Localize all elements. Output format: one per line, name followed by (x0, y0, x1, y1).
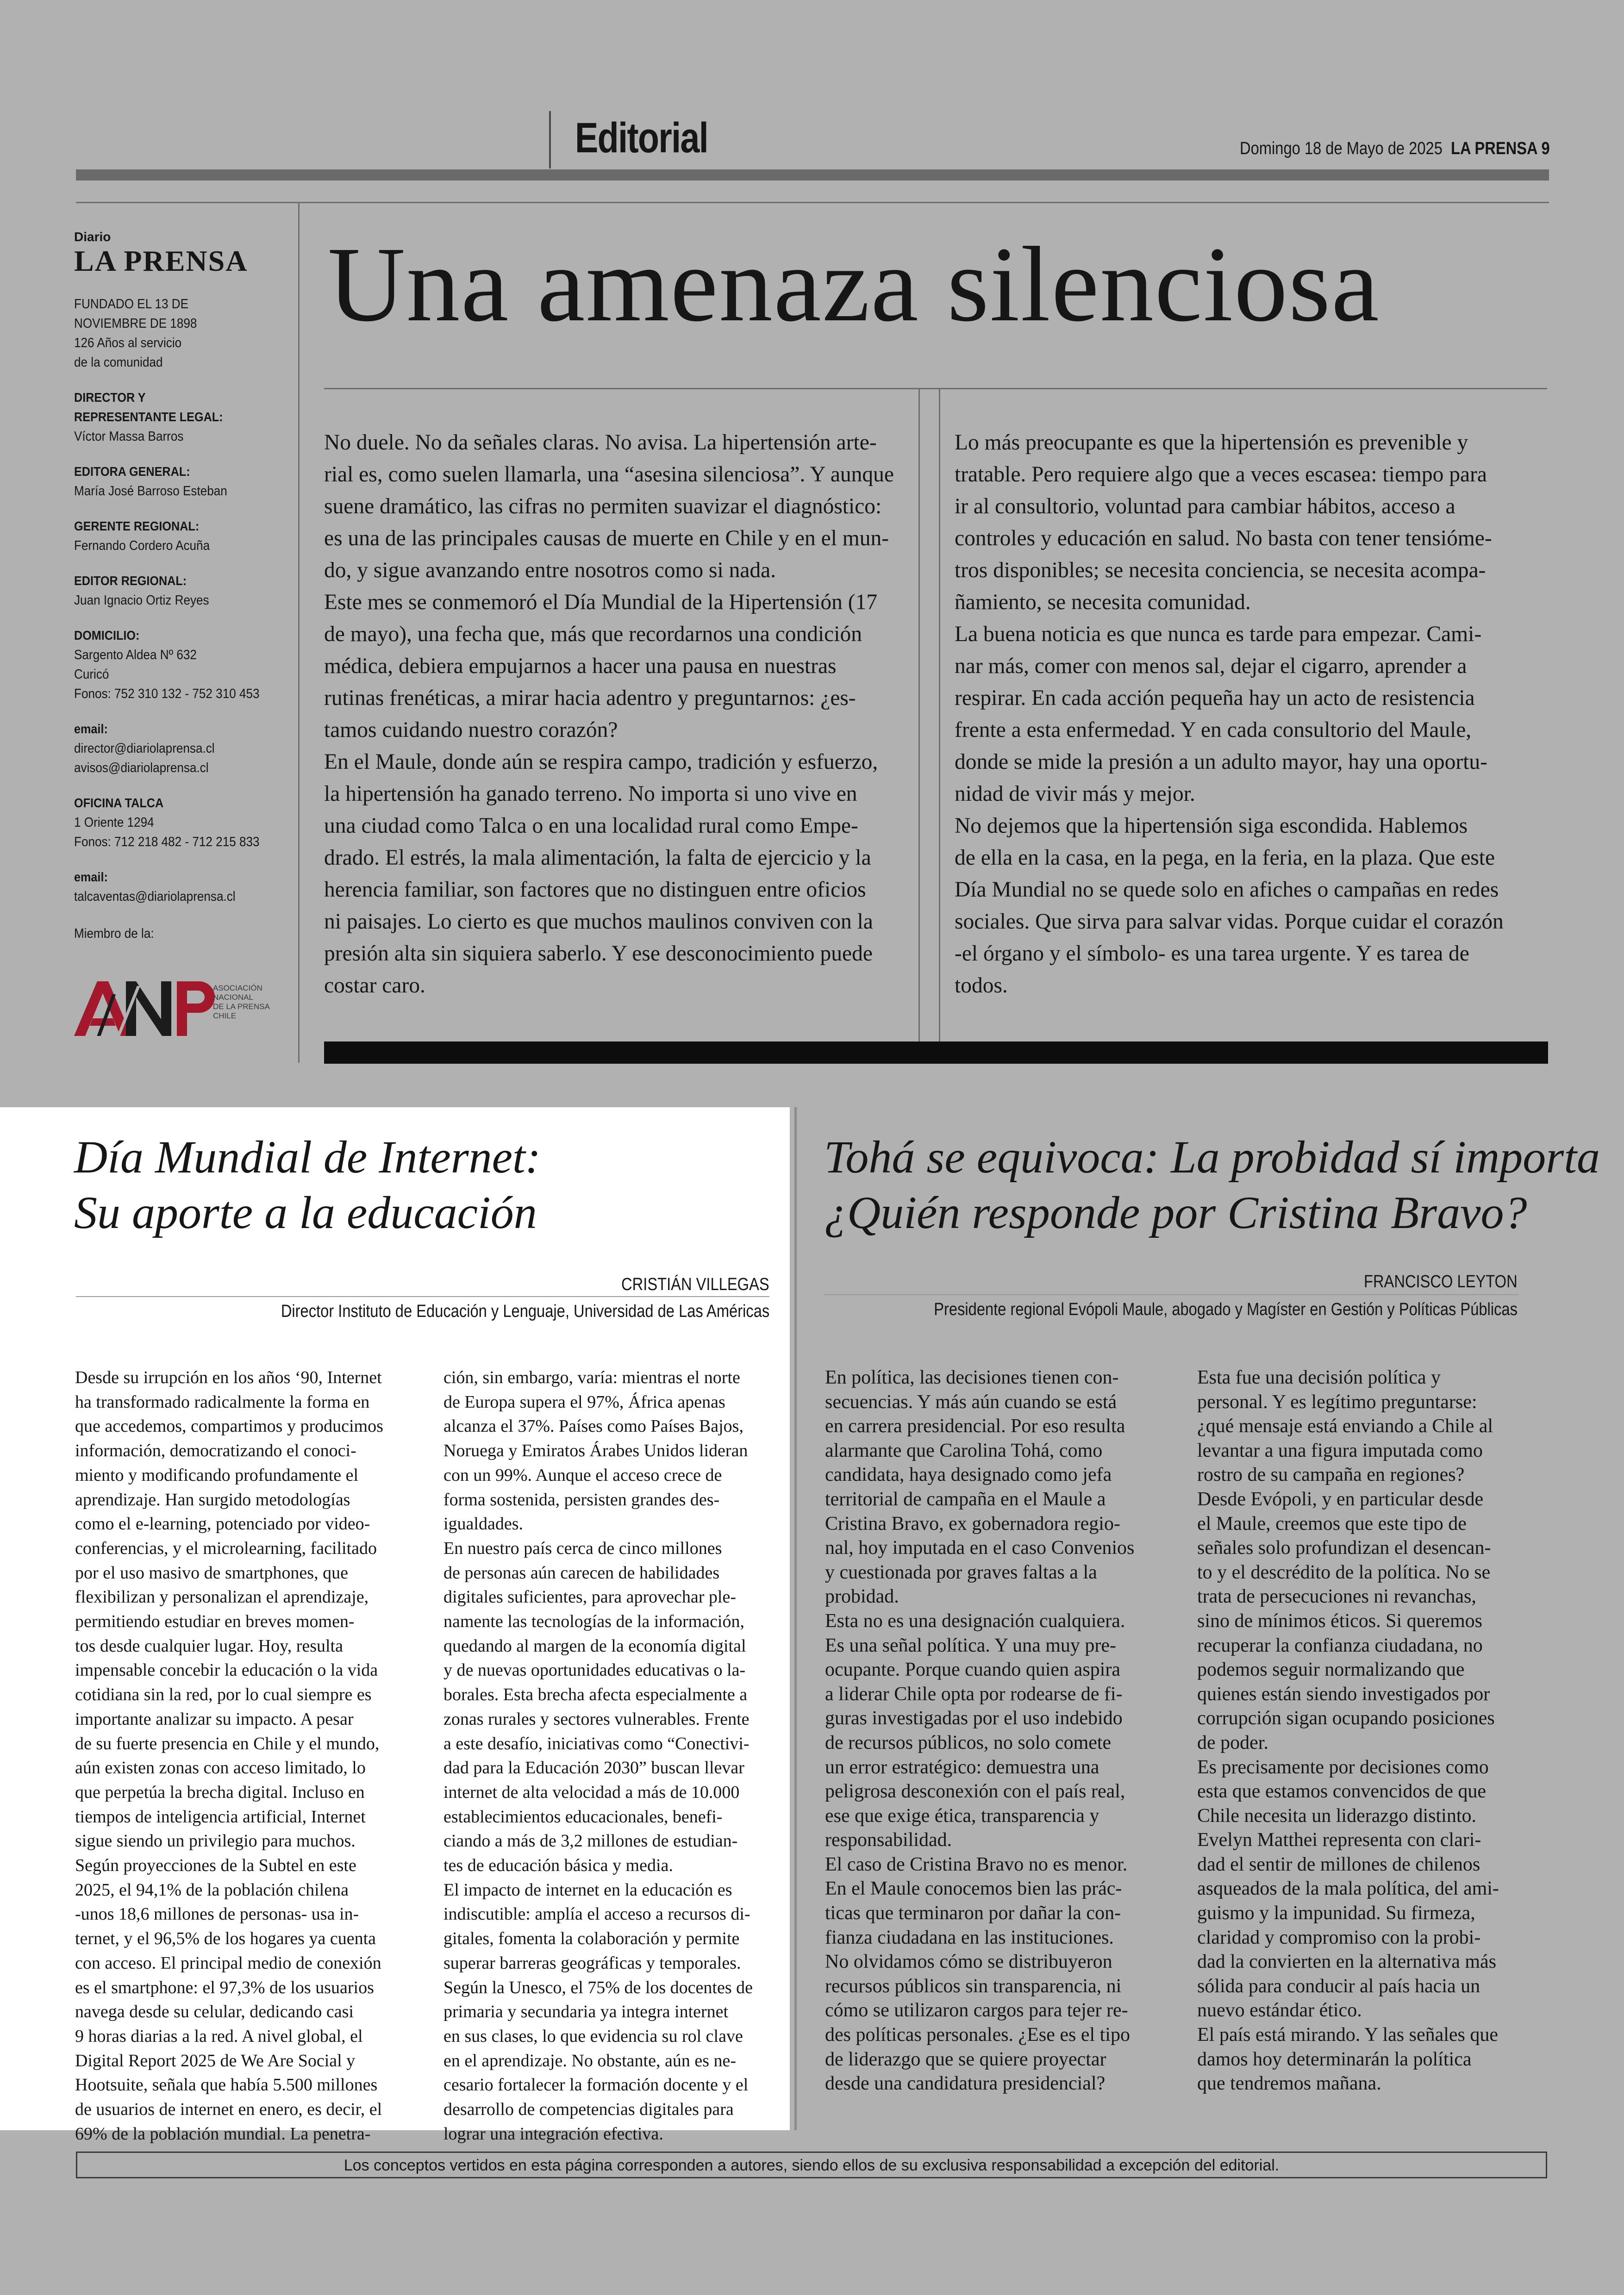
article-1-column-1 (75, 1366, 383, 2146)
text-line: Desde Evópoli, y en particular desde (1197, 1488, 1484, 1510)
text-line: herencia familiar, son factores que no distinguen entre oficios (324, 878, 866, 902)
text-line: sigue siendo un privilegio para muchos. (75, 1831, 356, 1851)
text-line: Cristina Bravo, ex gobernadora regio- (825, 1513, 1120, 1534)
text-line: esta que estamos convencidos de que (1197, 1781, 1486, 1802)
masthead-entry-value: Sargento Aldea Nº 632 Curicó Fonos: 752 310 132 - 752 310 453 (74, 648, 260, 701)
editorial-column-2 (955, 427, 1504, 1002)
text-line: aprendizaje. Han surgido metodologías (75, 1490, 350, 1509)
text-line: costar caro. (324, 973, 425, 998)
masthead-entry-label: DIRECTOR Y REPRESENTANTE LEGAL: (74, 390, 223, 424)
masthead-founded (74, 294, 287, 372)
text-line: tes de educación básica y media. (443, 1856, 673, 1876)
text-line: de su fuerte presencia en Chile y el mundo, (75, 1734, 380, 1753)
text-line: quienes están siendo investigados por (1197, 1683, 1490, 1705)
text-line: recuperar la confianza ciudadana, no (1197, 1634, 1483, 1656)
text-line: El impacto de internet en la educación es (443, 1880, 732, 1900)
text-line: probidad. (825, 1586, 899, 1608)
text-line: En el Maule conocemos bien las prác- (825, 1878, 1122, 1900)
text-line: No dejemos que la hipertensión siga escondida. Hablemos (955, 814, 1468, 838)
text-line: Chile necesita un liderazgo distinto. (1197, 1805, 1477, 1827)
text-line: internet de alta velocidad a más de 10.000 (443, 1782, 740, 1802)
date-line (1240, 139, 1550, 159)
masthead-entry-label: email: (74, 870, 108, 884)
article-2-title-line: Tohá se equivoca: La probidad sí importa (824, 1131, 1600, 1183)
text-line: rostro de su campaña en regiones? (1197, 1464, 1465, 1486)
text-line: cotidiana sin la red, por lo cual siempre es (75, 1685, 372, 1705)
text-line: Es precisamente por decisiones como (1197, 1756, 1489, 1778)
text-line: Según proyecciones de la Subtel en este (75, 1856, 356, 1876)
text-line: fianza ciudadana en las instituciones. (825, 1927, 1114, 1948)
text-line: respirar. En cada acción pequeña hay un acto de resistencia (955, 686, 1475, 710)
masthead-entry-label: EDITORA GENERAL: (74, 464, 190, 479)
article-2-column-1 (825, 1366, 1134, 2096)
text-line: 9 horas diarias a la red. A nivel global, el (75, 2026, 363, 2046)
text-line: médica, debiera empujarnos a hacer una pausa en nuestras (324, 654, 837, 678)
masthead-entry-value: Juan Ignacio Ortiz Reyes (74, 593, 209, 608)
editorial-headline: Una amenaza silenciosa (328, 225, 1380, 344)
text-line: cómo se utilizaron cargos para tejer re- (825, 2000, 1128, 2021)
text-line: nar más, comer con menos sal, dejar el cigarro, aprender a (955, 654, 1467, 678)
text-line: tros disponibles; se necesita conciencia, se necesita acompa- (955, 558, 1486, 582)
article-2-author: FRANCISCO LEYTON (1364, 1272, 1518, 1291)
text-line: igualdades. (443, 1514, 524, 1534)
text-line: ¿qué mensaje está enviando a Chile al (1197, 1416, 1493, 1437)
text-line: ir al consultorio, voluntad para cambiar hábitos, acceso a (955, 494, 1455, 518)
text-line: de Europa supera el 97%, África apenas (443, 1392, 725, 1412)
article-2-author-rule (824, 1294, 1518, 1295)
text-line: levantar a una figura imputada como (1197, 1440, 1483, 1461)
text-line: es una de las principales causas de muerte en Chile y en el mun- (324, 526, 889, 550)
masthead-entry-value: Víctor Massa Barros (74, 429, 184, 444)
masthead-entry-value: talcaventas@diariolaprensa.cl (74, 889, 236, 904)
text-line: que accedemos, compartimos y producimos (75, 1416, 383, 1436)
header-rule-thick (76, 169, 1549, 181)
text-line: desarrollo de competencias digitales para (443, 2100, 734, 2120)
date-text: Domingo 18 de Mayo de 2025 (1240, 139, 1443, 158)
text-line: candidata, haya designado como jefa (825, 1464, 1112, 1486)
text-line: tratable. Pero requiere algo que a veces escasea: tiempo para (955, 462, 1487, 486)
masthead-founded-line: de la comunidad (74, 355, 163, 370)
text-line: de recursos públicos, no solo comete (825, 1732, 1112, 1753)
text-line: ciando a más de 3,2 millones de estudian- (443, 1831, 738, 1851)
article-1-author-role: Director Instituto de Educación y Lenguaje, Universidad de Las Américas (281, 1302, 769, 1321)
masthead (74, 230, 287, 943)
text-line: quedando al margen de la economía digital (443, 1636, 746, 1656)
text-line: dad la convierten en la alternativa más (1197, 1951, 1497, 1973)
text-line: de usuarios de internet en enero, es decir, el (75, 2100, 382, 2120)
text-line: nidad de vivir más y mejor. (955, 782, 1195, 806)
article-2-title-line: ¿Quién responde por Cristina Bravo? (824, 1187, 1527, 1238)
text-line: to y el descrédito de la política. No se (1197, 1561, 1491, 1583)
anp-logo (74, 977, 273, 1041)
text-line: ni paisajes. Lo cierto es que muchos maulinos conviven con la (324, 910, 873, 934)
text-line: de poder. (1197, 1732, 1268, 1753)
text-line: importante analizar su impacto. A pesar (75, 1709, 354, 1729)
text-line: frente a esta enfermedad. Y en cada consultorio del Maule, (955, 718, 1472, 742)
text-line: es el smartphone: el 97,3% de los usuarios (75, 1977, 374, 1997)
text-line: ñamiento, se necesita comunidad. (955, 590, 1251, 614)
text-line: damos hoy determinarán la política (1197, 2048, 1472, 2070)
member-label: Miembro de la: (74, 926, 154, 941)
text-line: señales solo profundizan el desencan- (1197, 1537, 1491, 1559)
header-rule-thin (76, 202, 1549, 203)
text-line: tamos cuidando nuestro corazón? (324, 718, 618, 742)
masthead-entries (74, 388, 287, 906)
text-line: cesario fortalecer la formación docente y el (443, 2075, 749, 2095)
text-line: con acceso. El principal medio de conexión (75, 1953, 381, 1973)
text-line: establecimientos educacionales, benefi- (443, 1807, 723, 1827)
text-line: Esta no es una designación cualquiera. (825, 1610, 1125, 1632)
masthead-entry-value: María José Barroso Esteban (74, 484, 227, 499)
text-line: Desde su irrupción en los años ‘90, Internet (75, 1368, 382, 1387)
section-title: Editorial (575, 114, 708, 162)
text-line: podemos seguir normalizando que (1197, 1659, 1465, 1681)
text-line: la hipertensión ha ganado terreno. No importa si uno vive en (324, 782, 857, 806)
text-line: que tendremos mañana. (1197, 2073, 1381, 2095)
text-line: Día Mundial no se quede solo en afiches o campañas en redes (955, 878, 1499, 902)
text-line: lograr una integración efectiva. (443, 2124, 663, 2144)
text-line: forma sostenida, persisten grandes des- (443, 1490, 720, 1509)
text-line: Es una señal política. Y una muy pre- (825, 1634, 1117, 1656)
text-line: a liderar Chile opta por rodearse de fi- (825, 1683, 1123, 1705)
text-line: flexibilizan y personalizan el aprendizaje, (75, 1587, 369, 1607)
text-line: impensable concebir la educación o la vida (75, 1660, 378, 1680)
masthead-founded-line: FUNDADO EL 13 DE (74, 297, 189, 312)
text-line: primaria y secundaria ya integra internet (443, 2002, 729, 2022)
text-line: que perpetúa la brecha digital. Incluso en (75, 1782, 365, 1802)
articles-divider (794, 1107, 797, 2130)
text-line: navega desde su celular, dedicando casi (75, 2002, 354, 2022)
text-line: namente las tecnologías de la información, (443, 1612, 744, 1632)
text-line: indiscutible: amplía el acceso a recursos di- (443, 1904, 750, 1924)
text-line: claridad y compromiso con la probi- (1197, 1927, 1481, 1948)
text-line: ocupante. Porque cuando quien aspira (825, 1659, 1120, 1681)
text-line: No duele. No da señales claras. No avisa. La hipertensión arte- (324, 430, 877, 455)
text-line: sino de mínimos éticos. Si queremos (1197, 1610, 1482, 1632)
text-line: el Maule, creemos que este tipo de (1197, 1513, 1467, 1534)
text-line: ese que exige ética, transparencia y (825, 1805, 1099, 1827)
text-line: ción, sin embargo, varía: mientras el norte (443, 1368, 740, 1387)
text-line: peligrosa desconexión con el país real, (825, 1781, 1125, 1802)
text-line: de mayo), una fecha que, más que recordarnos una condición (324, 622, 862, 646)
text-line: digitales suficientes, para aprovechar ple- (443, 1587, 736, 1607)
text-line: do, y sigue avanzando entre nosotros como si nada. (324, 558, 776, 582)
text-line: No olvidamos cómo se distribuyeron (825, 1951, 1112, 1973)
masthead-founded-line: 126 Años al servicio (74, 336, 182, 350)
text-line: suene dramático, las cifras no permiten suavizar el diagnóstico: (324, 494, 882, 518)
masthead-entry-value: 1 Oriente 1294 Fonos: 712 218 482 - 712 215 833 (74, 815, 260, 849)
text-line: trata de persecuciones ni revanchas, (1197, 1586, 1476, 1608)
text-line: todos. (955, 973, 1008, 998)
text-line: Evelyn Matthei representa con clari- (1197, 1829, 1481, 1851)
text-line: un error estratégico: demuestra una (825, 1756, 1099, 1778)
masthead-kicker: Diario (74, 230, 111, 244)
text-line: asqueados de la mala política, del ami- (1197, 1878, 1499, 1900)
text-line: guismo y la impunidad. Su firmeza, (1197, 1902, 1475, 1924)
text-line: controles y educación en salud. No basta con tener tensióme- (955, 526, 1492, 550)
text-line: y cuestionada por graves faltas a la (825, 1561, 1097, 1583)
text-line: nal, hoy imputada en el caso Convenios (825, 1537, 1135, 1559)
text-line: En el Maule, donde aún se respira campo, tradición y esfuerzo, (324, 750, 878, 774)
masthead-entry-value: director@diariolaprensa.cl avisos@diariolaprensa.cl (74, 741, 215, 775)
text-line: aún existen zonas con acceso limitado, lo (75, 1758, 366, 1778)
text-line: y de nuevas oportunidades educativas o la- (443, 1660, 746, 1680)
text-line: rutinas frenéticas, a mirar hacia adentro y preguntarnos: ¿es- (324, 686, 856, 710)
text-line: en sus clases, lo que evidencia su rol clave (443, 2026, 743, 2046)
text-line: en carrera presidencial. Por eso resulta (825, 1416, 1125, 1437)
text-line: sólida para conducir al país hacia un (1197, 1975, 1480, 1997)
text-line: recursos públicos sin transparencia, ni (825, 1975, 1122, 1997)
text-line: alcanza el 37%. Países como Países Bajos, (443, 1416, 743, 1436)
text-line: Hootsuite, señala que había 5.500 millones (75, 2075, 378, 2095)
text-line: a este desafío, iniciativas como “Conectivi- (443, 1734, 750, 1753)
footer-disclaimer: Los conceptos vertidos en esta página corresponden a autores, siendo ellos de su exclusiva responsabilidad a excepción del editorial. (344, 2157, 1280, 2174)
text-line: En política, las decisiones tienen con- (825, 1367, 1119, 1388)
text-line: corrupción sigan ocupando posiciones (1197, 1708, 1495, 1729)
text-line: información, democratizando el conoci- (75, 1441, 356, 1461)
article-1-title-line: Su aporte a la educación (74, 1187, 537, 1238)
column-divider (918, 389, 920, 1041)
column-divider (939, 389, 940, 1041)
text-line: El país está mirando. Y las señales que (1197, 2024, 1499, 2046)
text-line: des políticas personales. ¿Ese es el tipo (825, 2024, 1130, 2046)
article-2-column-2 (1197, 1366, 1499, 2096)
text-line: Este mes se conmemoró el Día Mundial de la Hipertensión (17 (324, 590, 878, 614)
text-line: personal. Y es legítimo preguntarse: (1197, 1391, 1477, 1413)
text-line: tos desde cualquier lugar. Hoy, resulta (75, 1636, 343, 1656)
text-line: desde una candidatura presidencial? (825, 2073, 1106, 2095)
text-line: El caso de Cristina Bravo no es menor. (825, 1853, 1128, 1875)
text-line: zonas rurales y sectores vulnerables. Frente (443, 1709, 750, 1729)
text-line: como el e-learning, potenciado por video- (75, 1514, 370, 1534)
text-line: superar barreras geográficas y temporales. (443, 1953, 741, 1973)
text-line: Digital Report 2025 de We Are Social y (75, 2051, 356, 2070)
editorial-rule (324, 388, 1547, 389)
masthead-divider (298, 202, 300, 1063)
text-line: con un 99%. Aunque el acceso crece de (443, 1465, 722, 1485)
text-line: Según la Unesco, el 75% de los docentes de (443, 1977, 753, 1997)
text-line: sociales. Que sirva para salvar vidas. Porque cuidar el corazón (955, 910, 1504, 934)
text-line: La buena noticia es que nunca es tarde para empezar. Cami- (955, 622, 1482, 646)
text-line: ha transformado radicalmente la forma en (75, 1392, 370, 1412)
article-1-author: CRISTIÁN VILLEGAS (621, 1275, 769, 1294)
text-line: secuencias. Y más aún cuando se está (825, 1391, 1117, 1413)
masthead-entry-label: EDITOR REGIONAL: (74, 574, 187, 588)
text-line: una ciudad como Talca o en una localidad rural como Empe- (324, 814, 858, 838)
text-line: conferencias, y el microlearning, facilitado (75, 1538, 377, 1558)
logo-text-line: DE LA PRENSA (213, 1002, 270, 1011)
text-line: 69% de la población mundial. La penetra- (75, 2124, 371, 2144)
text-line: presión alta sin siquiera saberlo. Y ese desconocimiento puede (324, 942, 873, 966)
text-line: rial es, como suelen llamarla, una “asesina silenciosa”. Y aunque (324, 462, 894, 486)
header-divider (549, 111, 551, 168)
masthead-entry-label: GERENTE REGIONAL: (74, 519, 200, 533)
text-line: -el órgano y el símbolo- es una tarea urgente. Y es tarea de (955, 942, 1469, 966)
text-line: ternet, y el 96,5% de los hogares ya cuenta (75, 1929, 376, 1949)
logo-text-line: NACIONAL (213, 993, 253, 1002)
page-number: LA PRENSA 9 (1451, 139, 1550, 158)
article-1-author-rule (76, 1296, 769, 1297)
article-2-author-role: Presidente regional Evópoli Maule, abogado y Magíster en Gestión y Políticas Públicas (934, 1300, 1518, 1319)
text-line: guras investigadas por el uso indebido (825, 1708, 1123, 1729)
text-line: miento y modificando profundamente el (75, 1465, 359, 1485)
logo-text-line: CHILE (213, 1011, 237, 1020)
text-line: permitiendo estudiar en breves momen- (75, 1612, 355, 1632)
text-line: tiempos de inteligencia artificial, Internet (75, 1807, 366, 1827)
text-line: -unos 18,6 millones de personas- usa in- (75, 1904, 359, 1924)
text-line: nuevo estándar ético. (1197, 2000, 1362, 2021)
article-1-title-line: Día Mundial de Internet: (74, 1131, 541, 1183)
text-line: Esta fue una decisión política y (1197, 1367, 1441, 1388)
text-line: Lo más preocupante es que la hipertensión es prevenible y (955, 430, 1468, 455)
text-line: territorial de campaña en el Maule a (825, 1488, 1106, 1510)
text-line: alarmante que Carolina Tohá, como (825, 1440, 1103, 1461)
masthead-entry-value: Fernando Cordero Acuña (74, 538, 210, 553)
masthead-entry-label: OFICINA TALCA (74, 796, 164, 810)
article-2-title (824, 1129, 1600, 1241)
text-line: de liderazgo que se quiere proyectar (825, 2048, 1106, 2070)
text-line: ticas que terminaron por dañar la con- (825, 1902, 1121, 1924)
text-line: de ella en la casa, en la pega, en la feria, en la plaza. Que este (955, 846, 1495, 870)
text-line: dad el sentir de millones de chilenos (1197, 1853, 1480, 1875)
article-1-column-2 (443, 1366, 753, 2146)
text-line: borales. Esta brecha afecta especialmente a (443, 1685, 748, 1705)
text-line: de personas aún carecen de habilidades (443, 1563, 720, 1583)
text-line: en el aprendizaje. No obstante, aún es ne- (443, 2051, 737, 2070)
text-line: responsabilidad. (825, 1829, 952, 1851)
text-line: por el uso masivo de smartphones, que (75, 1563, 348, 1583)
text-line: En nuestro país cerca de cinco millones (443, 1538, 722, 1558)
text-line: drado. El estrés, la mala alimentación, la falta de ejercicio y la (324, 846, 871, 870)
text-line: donde se mide la presión a un adulto mayor, hay una oportu- (955, 750, 1487, 774)
text-line: dad para la Educación 2030” buscan llevar (443, 1758, 744, 1778)
editorial-column-1 (324, 427, 894, 1002)
masthead-entry-label: DOMICILIO: (74, 628, 140, 642)
text-line: Noruega y Emiratos Árabes Unidos lideran (443, 1441, 748, 1461)
masthead-founded-line: NOVIEMBRE DE 1898 (74, 316, 197, 331)
editorial-bottom-bar (324, 1041, 1548, 1064)
text-line: 2025, el 94,1% de la población chilena (75, 1880, 349, 1900)
masthead-brand: LA PRENSA (74, 244, 248, 277)
article-1-title (74, 1129, 541, 1241)
text-line: gitales, fomenta la colaboración y permite (443, 1929, 740, 1949)
masthead-entry-label: email: (74, 722, 108, 736)
logo-text-line: ASOCIACIÓN (213, 984, 262, 992)
